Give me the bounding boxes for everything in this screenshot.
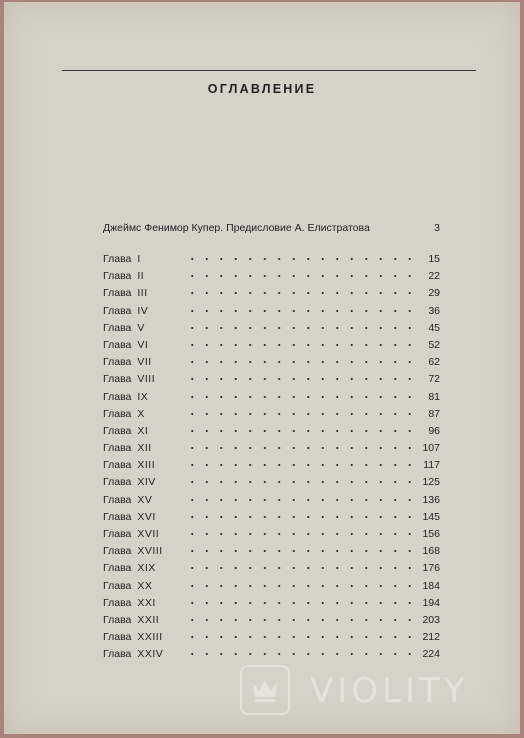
chapter-label: [103, 408, 145, 420]
chapter-roman-numeral: XIX: [137, 562, 156, 575]
dot-leader: [185, 481, 417, 483]
chapter-roman-numeral: II: [137, 270, 145, 283]
chapter-label: [103, 373, 155, 385]
chapter-prefix: Глава: [103, 270, 132, 283]
chapter-page-number: 81: [428, 390, 440, 403]
chapter-page-number: 203: [422, 613, 440, 626]
chapter-page-number: 36: [428, 304, 440, 317]
toc-row: [103, 494, 440, 511]
dot-leader: [185, 653, 417, 655]
toc-row: [103, 511, 440, 528]
chapter-label: [103, 391, 148, 403]
chapter-page-number: 184: [422, 579, 440, 592]
chapter-prefix: Глава: [103, 287, 132, 300]
chapter-prefix: Глава: [103, 407, 132, 420]
dot-leader: [185, 344, 417, 346]
chapter-label: [103, 339, 148, 351]
toc-row: [103, 545, 440, 562]
chapter-roman-numeral: V: [137, 321, 145, 334]
chapter-list: [103, 253, 440, 666]
watermark: [240, 665, 510, 721]
chapter-label: [103, 425, 148, 437]
dot-leader: [185, 378, 417, 380]
chapter-roman-numeral: XII: [137, 442, 152, 455]
chapter-prefix: Глава: [103, 631, 132, 644]
chapter-page-number: 87: [428, 407, 440, 420]
chapter-roman-numeral: VIII: [137, 373, 156, 386]
toc-row: [103, 373, 440, 390]
chapter-page-number: 107: [422, 442, 440, 455]
chapter-page-number: 194: [422, 596, 440, 609]
chapter-prefix: Глава: [103, 510, 132, 523]
chapter-page-number: 22: [428, 270, 440, 283]
chapter-roman-numeral: VII: [137, 356, 152, 369]
chapter-page-number: 72: [428, 373, 440, 386]
chapter-roman-numeral: XX: [137, 579, 153, 592]
chapter-page-number: 176: [422, 562, 440, 575]
chapter-page-number: 15: [428, 253, 440, 265]
chapter-prefix: Глава: [103, 613, 132, 626]
chapter-prefix: Глава: [103, 338, 132, 351]
toc-row: [103, 287, 440, 304]
chapter-page-number: 212: [422, 631, 440, 644]
toc-row: [103, 356, 440, 373]
toc-row: [103, 580, 440, 597]
dot-leader: [185, 619, 417, 621]
chapter-label: [103, 442, 152, 454]
chapter-roman-numeral: IX: [137, 390, 149, 403]
chapter-roman-numeral: XI: [137, 424, 149, 437]
dot-leader: [185, 636, 417, 638]
chapter-roman-numeral: III: [137, 287, 148, 300]
chapter-prefix: Глава: [103, 648, 132, 661]
chapter-page-number: 52: [428, 338, 440, 351]
dot-leader: [185, 447, 417, 449]
dot-leader: [185, 585, 417, 587]
chapter-label: [103, 597, 156, 609]
toc-intro-entry: [103, 222, 440, 234]
chapter-roman-numeral: XXII: [137, 613, 160, 626]
chapter-prefix: Глава: [103, 356, 132, 369]
chapter-prefix: Глава: [103, 493, 132, 506]
chapter-page-number: 145: [422, 510, 440, 523]
chapter-prefix: Глава: [103, 373, 132, 386]
intro-page-number: 3: [434, 222, 440, 234]
chapter-label: [103, 631, 163, 643]
chapter-label: [103, 287, 148, 299]
chapter-prefix: Глава: [103, 545, 132, 558]
chapter-label: [103, 305, 148, 317]
toc-row: [103, 476, 440, 493]
chapter-roman-numeral: IV: [137, 304, 149, 317]
chapter-page-number: 29: [428, 287, 440, 300]
chapter-prefix: Глава: [103, 562, 132, 575]
toc-row: [103, 528, 440, 545]
header-rule: [62, 70, 476, 71]
chapter-prefix: Глава: [103, 442, 132, 455]
dot-leader: [185, 464, 417, 466]
toc-row: [103, 425, 440, 442]
chapter-roman-numeral: X: [137, 407, 145, 420]
chapter-roman-numeral: XXI: [137, 596, 156, 609]
chapter-page-number: 117: [423, 459, 440, 472]
watermark-text: VIOLITY: [310, 671, 469, 711]
chapter-prefix: Глава: [103, 253, 132, 265]
chapter-label: [103, 270, 144, 282]
chapter-page-number: 224: [422, 648, 440, 661]
toc-row: [103, 648, 440, 665]
chapter-prefix: Глава: [103, 476, 132, 489]
chapter-page-number: 62: [428, 356, 440, 369]
chapter-label: [103, 253, 141, 265]
chapter-page-number: 96: [428, 424, 440, 437]
chapter-label: [103, 322, 145, 334]
toc-row: [103, 459, 440, 476]
toc-title: ОГЛАВЛЕНИЕ: [207, 82, 317, 96]
toc-row: [103, 339, 440, 356]
toc-row: [103, 305, 440, 322]
chapter-roman-numeral: XVIII: [137, 545, 163, 558]
chapter-prefix: Глава: [103, 596, 132, 609]
chapter-page-number: 125: [422, 476, 440, 489]
chapter-prefix: Глава: [103, 304, 132, 317]
toc-row: [103, 408, 440, 425]
chapter-prefix: Глава: [103, 321, 132, 334]
dot-leader: [185, 516, 417, 518]
dot-leader: [185, 258, 417, 260]
dot-leader: [185, 602, 417, 604]
chapter-label: [103, 545, 163, 557]
toc-row: [103, 442, 440, 459]
chapter-roman-numeral: XVI: [137, 510, 156, 523]
toc-row: [103, 253, 440, 270]
book-page: [4, 2, 520, 734]
chapter-page-number: 156: [422, 528, 440, 540]
chapter-roman-numeral: VI: [137, 338, 149, 351]
chapter-page-number: 45: [428, 321, 440, 334]
dot-leader: [185, 533, 417, 535]
toc-row: [103, 322, 440, 339]
chapter-roman-numeral: XVII: [137, 528, 160, 540]
chapter-label: [103, 511, 156, 523]
toc-row: [103, 597, 440, 614]
dot-leader: [185, 327, 417, 329]
chapter-label: [103, 476, 156, 488]
chapter-roman-numeral: XIII: [137, 459, 156, 472]
chapter-label: [103, 580, 152, 592]
dot-leader: [185, 499, 417, 501]
toc-row: [103, 562, 440, 579]
dot-leader: [185, 550, 417, 552]
chapter-page-number: 168: [422, 545, 440, 558]
dot-leader: [185, 292, 417, 294]
toc-row: [103, 614, 440, 631]
chapter-roman-numeral: I: [137, 253, 141, 265]
toc-row: [103, 270, 440, 287]
toc-row: [103, 391, 440, 408]
intro-text: Джеймс Фенимор Купер. Предисловие А. Елистратова: [103, 222, 370, 234]
dot-leader: [185, 430, 417, 432]
toc-row: [103, 631, 440, 648]
chapter-roman-numeral: XV: [137, 493, 153, 506]
chapter-label: [103, 614, 159, 626]
chapter-page-number: 136: [422, 493, 440, 506]
chapter-roman-numeral: XXIV: [137, 648, 164, 661]
chapter-label: [103, 528, 159, 540]
dot-leader: [185, 413, 417, 415]
dot-leader: [185, 567, 417, 569]
chapter-prefix: Глава: [103, 579, 132, 592]
dot-leader: [185, 310, 417, 312]
chapter-label: [103, 562, 156, 574]
chapter-prefix: Глава: [103, 459, 132, 472]
chapter-roman-numeral: XIV: [137, 476, 156, 489]
chapter-prefix: Глава: [103, 390, 132, 403]
chapter-label: [103, 648, 163, 660]
chapter-roman-numeral: XXIII: [137, 631, 163, 644]
crown-icon: [240, 665, 290, 715]
chapter-prefix: Глава: [103, 424, 132, 437]
chapter-label: [103, 459, 155, 471]
chapter-prefix: Глава: [103, 528, 132, 540]
dot-leader: [185, 361, 417, 363]
chapter-label: [103, 494, 152, 506]
chapter-label: [103, 356, 152, 368]
dot-leader: [185, 396, 417, 398]
dot-leader: [185, 275, 417, 277]
